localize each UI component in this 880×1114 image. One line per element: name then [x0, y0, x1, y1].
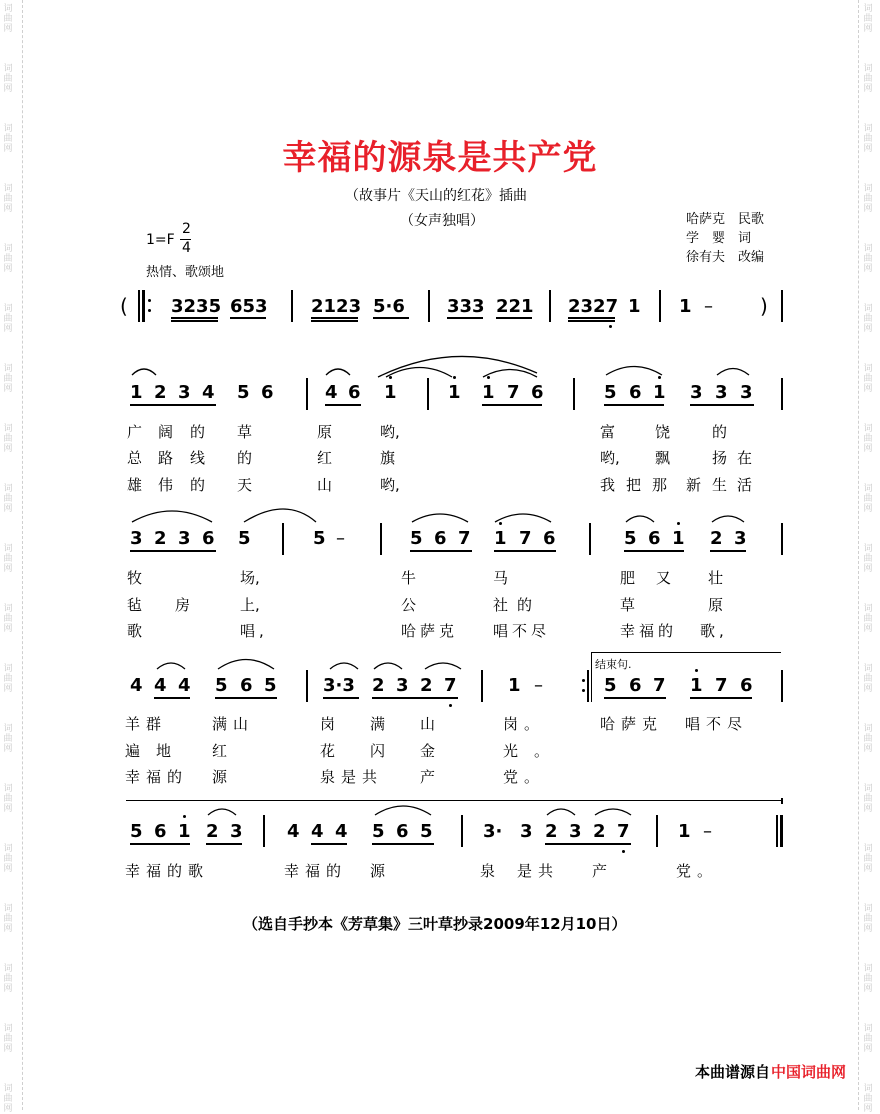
note: 1: [508, 675, 521, 696]
margin-watermark-text: 词曲网: [863, 364, 873, 394]
slur: [132, 511, 212, 522]
performance-note: （女声独唱）: [400, 213, 484, 229]
margin-watermark-text: 词曲网: [3, 964, 13, 994]
margin-watermark-text: 词曲网: [863, 4, 873, 34]
lyric-verse-2: 社: [493, 596, 509, 614]
note: 6: [629, 382, 642, 403]
note: 5: [604, 675, 617, 696]
note: 1: [653, 382, 666, 403]
note: 2: [206, 821, 219, 842]
note: 5: [604, 382, 617, 403]
intro-note: 1: [628, 296, 641, 317]
lyric-verse-3: 雄: [127, 476, 143, 494]
margin-watermark-text: 词曲网: [3, 664, 13, 694]
credit-lyricist: 学 婴 词: [686, 231, 752, 246]
lyric-verse-2: 在: [737, 449, 753, 467]
lyric-verse-1: 壮: [708, 569, 724, 587]
lyric-final: 是共: [517, 862, 560, 880]
footer-site-link[interactable]: 中国词曲网: [770, 1063, 846, 1081]
note: 3: [396, 675, 409, 696]
lyric-verse-2: 扬: [712, 449, 728, 467]
margin-watermark-text: 词曲网: [863, 964, 873, 994]
note: 5: [264, 675, 277, 696]
margin-watermark-text: 词曲网: [863, 544, 873, 574]
intro-dash: –: [704, 296, 713, 317]
lyric-verse-1: 岗: [320, 715, 342, 733]
credit-arranger: 徐有夫 改编: [686, 250, 765, 265]
note: 2: [154, 528, 167, 549]
lyric-verse-2: 毡: [127, 596, 143, 614]
lyric-verse-3: 产: [420, 768, 442, 786]
lyric-final: 幸福的歌: [125, 862, 210, 880]
lyric-verse-1: 哟,: [380, 423, 400, 441]
margin-watermark-text: 词曲网: [863, 424, 873, 454]
intro-note-group: 2123: [311, 296, 362, 317]
margin-watermark-text: 词曲网: [863, 844, 873, 874]
time-signature-bottom: 4: [182, 240, 191, 256]
slur: [330, 663, 358, 669]
lyric-verse-3: 歌,: [700, 622, 728, 640]
lyric-verse-2: 公: [401, 596, 417, 614]
lyric-verse-3: 唱不尽: [493, 622, 551, 640]
note: 3: [740, 382, 753, 403]
lyric-verse-1: 的: [712, 423, 728, 441]
lyric-verse-2: 路: [158, 449, 174, 467]
slur: [412, 514, 468, 522]
margin-watermark-text: 词曲网: [863, 184, 873, 214]
note: 5: [624, 528, 637, 549]
margin-watermark-text: 词曲网: [863, 664, 873, 694]
lyric-final: 党。: [676, 862, 719, 880]
slur: [378, 356, 537, 377]
note: 3: [130, 528, 143, 549]
note: 3: [690, 382, 703, 403]
lyric-verse-3: 源: [212, 768, 234, 786]
slur: [547, 809, 575, 815]
intro-note: 1: [679, 296, 692, 317]
lyric-verse-2: 草: [620, 596, 636, 614]
time-signature-top: 2: [182, 221, 191, 237]
lyric-verse-2: 原: [708, 596, 724, 614]
note: –: [336, 528, 345, 549]
margin-watermark-text: 词曲网: [3, 1084, 13, 1114]
lyric-final: 产: [592, 862, 614, 880]
lyric-verse-2: 旗: [380, 449, 396, 467]
lyric-verse-3: 的: [190, 476, 206, 494]
margin-watermark-text: 词曲网: [3, 64, 13, 94]
slur: [626, 516, 654, 522]
lyric-verse-1: 原: [317, 423, 333, 441]
note: 5: [130, 821, 143, 842]
slur: [606, 367, 662, 376]
note: 5: [420, 821, 433, 842]
intro-note-group: 333: [447, 296, 485, 317]
margin-watermark-text: 词曲网: [3, 1024, 13, 1054]
margin-watermark-text: 词曲网: [3, 484, 13, 514]
note: 6: [202, 528, 215, 549]
margin-watermark-text: 词曲网: [3, 364, 13, 394]
margin-watermark-text: 词曲网: [3, 244, 13, 274]
margin-watermark-text: 词曲网: [3, 4, 13, 34]
lyric-verse-3: 活: [737, 476, 753, 494]
intro-note-group: 653: [230, 296, 268, 317]
lyric-verse-2: 花: [320, 742, 352, 760]
margin-watermark-text: 词曲网: [863, 64, 873, 94]
slur: [425, 663, 461, 669]
margin-watermark-text: 词曲网: [863, 604, 873, 634]
margin-watermark-text: 词曲网: [863, 484, 873, 514]
note: 6: [629, 675, 642, 696]
margin-watermark-text: 词曲网: [3, 904, 13, 934]
note: 6: [261, 382, 274, 403]
intro-open-paren: (: [120, 294, 128, 318]
note: 1: [130, 382, 143, 403]
margin-watermark-text: 词曲网: [3, 124, 13, 154]
lyric-verse-3: 哈萨克: [401, 622, 459, 640]
lyric-verse-1: 场,: [240, 569, 260, 587]
note: 7: [617, 821, 630, 842]
lyric-final: 幸福的: [284, 862, 348, 880]
lyric-verse-1: 唱不尽: [685, 715, 749, 733]
note: 6: [348, 382, 361, 403]
lyric-verse-3: 幸福的: [620, 622, 678, 640]
slur: [595, 809, 631, 815]
note: 3·3: [323, 675, 355, 696]
credit-folk: 哈萨克 民歌: [686, 212, 765, 227]
lyric-verse-3: 把: [626, 476, 642, 494]
margin-watermark-text: 词曲网: [3, 304, 13, 334]
note: 7: [507, 382, 520, 403]
lyric-verse-3: 幸福的: [125, 768, 189, 786]
margin-watermark-text: 词曲网: [3, 424, 13, 454]
intro-note-group: 2327: [568, 296, 619, 317]
note: 1: [672, 528, 685, 549]
margin-watermark-text: 词曲网: [863, 724, 873, 754]
note: 7: [444, 675, 457, 696]
lyric-verse-1: 满: [370, 715, 392, 733]
footer-source-label: 本曲谱源自: [694, 1063, 770, 1081]
note: 4: [335, 821, 348, 842]
note: 3: [715, 382, 728, 403]
lyric-verse-3: 山: [317, 476, 333, 494]
lyric-verse-1: 满山: [212, 715, 255, 733]
note: –: [703, 821, 712, 842]
lyric-verse-2: 的: [237, 449, 253, 467]
lyric-verse-3: 天: [237, 476, 253, 494]
slur: [495, 514, 551, 522]
slur: [712, 516, 744, 522]
lyric-verse-3: 伟: [158, 476, 174, 494]
slur: [483, 370, 537, 378]
note: 6: [154, 821, 167, 842]
note: 1: [178, 821, 191, 842]
margin-watermark-text: 词曲网: [3, 544, 13, 574]
lyric-verse-1: 羊群: [125, 715, 168, 733]
note: 4: [154, 675, 167, 696]
margin-watermark-text: 词曲网: [863, 1084, 873, 1114]
note: 1: [494, 528, 507, 549]
lyric-verse-1: 牛: [401, 569, 417, 587]
note: 5: [238, 528, 251, 549]
lyric-verse-2: 闪: [370, 742, 402, 760]
lyric-verse-1: 又: [656, 569, 672, 587]
note: 1: [448, 382, 461, 403]
note: –: [534, 675, 543, 696]
note: 2: [545, 821, 558, 842]
lyric-verse-1: 草: [237, 423, 253, 441]
lyric-verse-3: 歌: [127, 622, 147, 640]
margin-watermark-text: 词曲网: [3, 724, 13, 754]
note: 5: [215, 675, 228, 696]
margin-watermark-text: 词曲网: [863, 244, 873, 274]
slur: [208, 809, 236, 815]
lyric-verse-2: 金: [420, 742, 452, 760]
margin-watermark-text: 词曲网: [3, 844, 13, 874]
note: 2: [372, 675, 385, 696]
intro-note-group: 3235: [171, 296, 222, 317]
lyric-verse-2: 上,: [240, 596, 260, 614]
note: 2: [593, 821, 606, 842]
note: 5: [237, 382, 250, 403]
lyric-verse-1: 广: [127, 423, 143, 441]
lyric-verse-1: 饶: [655, 423, 671, 441]
lyric-verse-3: 那: [652, 476, 668, 494]
intro-close-paren: ): [760, 294, 768, 318]
lyric-verse-2: 总: [127, 449, 143, 467]
lyric-verse-1: 牧: [127, 569, 143, 587]
note: 3: [520, 821, 533, 842]
lyric-verse-3: 我: [600, 476, 616, 494]
margin-watermark-text: 词曲网: [3, 184, 13, 214]
slur: [717, 369, 749, 376]
note: 7: [519, 528, 532, 549]
intro-note-group: 221: [496, 296, 534, 317]
slur: [132, 369, 156, 375]
tempo-marking: 热情、歌颂地: [146, 265, 225, 280]
lyric-verse-3: 党。: [503, 768, 546, 786]
margin-watermark-text: 词曲网: [863, 124, 873, 154]
slur: [218, 660, 274, 670]
subtitle: （故事片《天山的红花》插曲: [345, 188, 527, 204]
note: 7: [458, 528, 471, 549]
note: 1: [384, 382, 397, 403]
lyric-verse-2: 光。: [503, 742, 566, 760]
note: 1: [690, 675, 703, 696]
note: 2: [710, 528, 723, 549]
lyric-verse-1: 阔: [158, 423, 174, 441]
note: 3: [569, 821, 582, 842]
margin-watermark-text: 词曲网: [863, 904, 873, 934]
lyric-verse-1: 哈萨克: [600, 715, 664, 733]
note: 4: [178, 675, 191, 696]
margin-watermark-text: 词曲网: [3, 604, 13, 634]
lyric-verse-2: 的: [517, 596, 533, 614]
slur: [157, 663, 185, 669]
slur: [375, 806, 431, 815]
note: 6: [740, 675, 753, 696]
note: 3·: [483, 821, 503, 842]
lyric-verse-1: 的: [190, 423, 206, 441]
note: 5: [372, 821, 385, 842]
margin-watermark-text: 词曲网: [863, 304, 873, 334]
margin-watermark-text: 词曲网: [3, 784, 13, 814]
page-title: 幸福的源泉是共产党: [282, 138, 598, 178]
lyric-verse-1: 马: [493, 569, 509, 587]
margin-watermark-text: 词曲网: [863, 1024, 873, 1054]
intro-note-group: 5·6: [373, 296, 405, 317]
lyric-verse-3: 哟,: [380, 476, 400, 494]
lyric-verse-1: 富: [600, 423, 616, 441]
note: 6: [531, 382, 544, 403]
note: 4: [325, 382, 338, 403]
note: 3: [230, 821, 243, 842]
note: 6: [434, 528, 447, 549]
note: 7: [653, 675, 666, 696]
lyric-final: 泉: [480, 862, 502, 880]
lyric-verse-2: 红: [317, 449, 333, 467]
lyric-verse-2: 哟,: [600, 449, 620, 467]
note: 4: [287, 821, 300, 842]
note: 3: [178, 382, 191, 403]
slur: [326, 369, 350, 375]
slur: [374, 663, 402, 669]
lyric-verse-1: 肥: [620, 569, 636, 587]
note: 2: [420, 675, 433, 696]
slur: [244, 509, 316, 522]
ending-label: 结束句.: [595, 658, 632, 671]
note: 2: [154, 382, 167, 403]
lyric-verse-3: 生: [712, 476, 728, 494]
lyric-verse-2: 飘: [655, 449, 671, 467]
note: 3: [178, 528, 191, 549]
lyric-final: 源: [370, 862, 392, 880]
note: 4: [202, 382, 215, 403]
note: 6: [648, 528, 661, 549]
note: 6: [543, 528, 556, 549]
margin-watermark-text: 词曲网: [863, 784, 873, 814]
note: 1: [482, 382, 495, 403]
lyric-verse-3: 新: [686, 476, 702, 494]
lyric-verse-2: 红: [212, 742, 244, 760]
note: 4: [311, 821, 324, 842]
lyric-verse-1: 山: [420, 715, 442, 733]
note: 5: [410, 528, 423, 549]
note: 4: [130, 675, 143, 696]
lyric-verse-1: 岗。: [503, 715, 546, 733]
lyric-verse-2: 线: [190, 449, 206, 467]
note: 6: [396, 821, 409, 842]
note: 1: [678, 821, 691, 842]
note: 7: [715, 675, 728, 696]
note: 6: [240, 675, 253, 696]
key-signature: 1=F: [146, 232, 175, 248]
note: 3: [734, 528, 747, 549]
note: 5: [313, 528, 326, 549]
lyric-verse-2: 遍地: [125, 742, 188, 760]
lyric-verse-2: 房: [175, 596, 191, 614]
lyric-verse-3: 泉是共: [320, 768, 384, 786]
lyric-verse-3: 唱,: [240, 622, 268, 640]
source-note: （选自手抄本《芳草集》三叶草抄录2009年12月10日）: [243, 915, 627, 933]
